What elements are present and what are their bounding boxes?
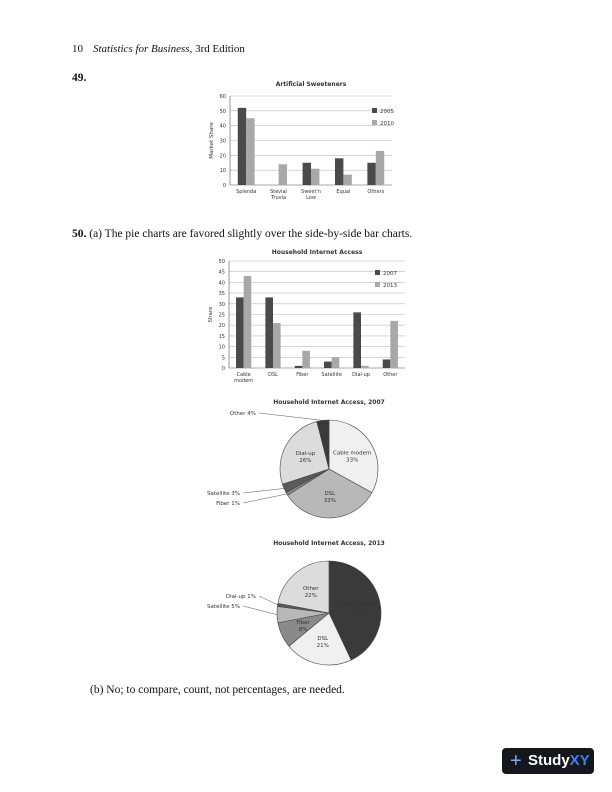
- pie-label: Other: [302, 585, 319, 592]
- bar-2013-dial-up: [361, 366, 369, 368]
- x-tick-label: modem: [234, 378, 254, 384]
- pie-value: 43%: [350, 608, 364, 615]
- y-tick-label: 30: [218, 301, 225, 308]
- legend-swatch-2005: [372, 108, 377, 113]
- x-tick-label: Dial-up: [352, 372, 370, 378]
- y-tick-label: 5: [221, 355, 225, 362]
- pie-label: Cable modem: [333, 450, 372, 457]
- book-edition: , 3rd Edition: [189, 43, 245, 55]
- x-tick-label: Satellite: [321, 372, 342, 378]
- logo-text-accent: XY: [569, 752, 590, 769]
- bar-2013-other: [390, 321, 398, 368]
- legend-swatch-2010: [372, 120, 377, 125]
- pie-label: Fiber: [296, 620, 310, 627]
- legend-label: 2005: [380, 109, 394, 115]
- plus-icon: +: [510, 750, 522, 772]
- bar-2007-satellite: [324, 362, 332, 368]
- pie-value: 33%: [346, 457, 359, 464]
- internet-access-2007-pie: [207, 396, 390, 531]
- y-tick-label: 20: [219, 153, 226, 160]
- bar-2007-fiber: [295, 366, 303, 368]
- chart-title: Household Internet Access, 2007: [273, 399, 385, 406]
- pie-label: DSL: [317, 635, 329, 642]
- x-tick-label: Cable: [236, 372, 251, 378]
- y-tick-label: 20: [218, 323, 225, 330]
- y-tick-label: 15: [218, 333, 225, 340]
- y-tick-label: 0: [222, 183, 226, 189]
- x-tick-label: Stevia/: [269, 189, 288, 195]
- bar-2007-cablemodem: [236, 297, 244, 368]
- legend-label: 2013: [383, 283, 397, 289]
- book-title: Statistics for Business: [93, 43, 190, 55]
- y-tick-label: 30: [219, 138, 226, 145]
- bar-2007-other: [383, 359, 391, 368]
- y-tick-label: 25: [218, 312, 225, 319]
- pie-label: Fiber 1%: [216, 501, 240, 507]
- page-number: 10: [72, 43, 83, 55]
- y-tick-label: 0: [221, 366, 225, 372]
- logo-text: Study: [528, 752, 570, 769]
- pie-leader-line: [243, 606, 277, 615]
- x-tick-label: Others: [367, 189, 385, 195]
- pie-value: 26%: [299, 458, 312, 465]
- pie-value: 33%: [323, 497, 336, 504]
- bar-2005-equal: [335, 158, 343, 185]
- x-tick-label: Equal: [336, 189, 351, 195]
- y-tick-label: 50: [219, 108, 226, 115]
- page-header: [72, 43, 245, 55]
- y-tick-label: 40: [218, 280, 225, 287]
- sweeteners-bar-chart: [200, 78, 410, 208]
- bar-2013-satellite: [332, 357, 340, 368]
- pie-leader-line: [243, 488, 284, 493]
- pie-value: 22%: [304, 592, 317, 599]
- pie-value: 21%: [316, 642, 329, 649]
- legend-label: 2010: [380, 121, 394, 127]
- answer-b-text: (b) No; to compare, count, not percentages, are needed.: [90, 684, 345, 696]
- bar-2013-dsl: [273, 323, 281, 368]
- x-tick-label: DSL: [268, 372, 278, 378]
- bar-2005-splenda: [238, 108, 246, 185]
- problem-49-number: 49.: [72, 72, 87, 84]
- pie-label: Dial-up: [295, 451, 316, 458]
- internet-access-2013-pie: [207, 537, 390, 677]
- x-tick-label: Sweet'n: [301, 189, 321, 195]
- chart-title: Artificial Sweeteners: [275, 81, 347, 88]
- pie-label: DSL: [324, 490, 336, 497]
- bar-2007-dsl: [265, 297, 273, 368]
- y-tick-label: 10: [219, 168, 226, 175]
- pie-leader-line: [243, 494, 287, 503]
- y-tick-label: 45: [218, 269, 225, 276]
- pie-leader-line: [259, 413, 323, 420]
- pie-label: Cable modem: [337, 601, 377, 608]
- x-tick-label: Fiber: [296, 372, 309, 378]
- pie-label: Dial-up 1%: [225, 594, 256, 600]
- bar-2007-dial-up: [353, 312, 361, 368]
- internet-access-bar-chart: [195, 246, 420, 394]
- bar-2005-others: [367, 163, 375, 185]
- bar-2010-splenda: [246, 118, 254, 185]
- bar-2010-stevia-truvia: [279, 164, 287, 185]
- y-axis-label: Share: [208, 306, 214, 323]
- problem-50-answer-a: [72, 228, 412, 240]
- bar-2005-sweet-nlow: [303, 163, 311, 185]
- pie-label: Satellite 3%: [207, 491, 240, 497]
- legend-label: 2007: [383, 271, 397, 277]
- bar-2013-fiber: [302, 351, 310, 368]
- pie-leader-line: [259, 596, 278, 605]
- chart-title: Household Internet Access, 2013: [273, 540, 385, 547]
- pie-value: 8%: [298, 627, 308, 634]
- legend-swatch-2007: [375, 270, 380, 275]
- pie-label: Other 4%: [229, 411, 256, 417]
- x-tick-label: Low: [306, 195, 316, 201]
- y-tick-label: 10: [218, 344, 225, 351]
- y-axis-label: Market Share: [209, 122, 215, 159]
- y-tick-label: 50: [218, 259, 225, 265]
- problem-50-number: 50.: [72, 228, 87, 240]
- y-tick-label: 40: [219, 123, 226, 130]
- y-tick-label: 60: [219, 94, 226, 100]
- chart-title: Household Internet Access: [271, 249, 363, 256]
- legend-swatch-2013: [375, 282, 380, 287]
- bar-2010-others: [376, 151, 384, 185]
- x-tick-label: Other: [383, 372, 398, 378]
- x-tick-label: Splenda: [236, 189, 257, 195]
- pie-label: Satellite 5%: [207, 604, 240, 610]
- bar-2010-equal: [343, 175, 351, 185]
- bar-2013-cablemodem: [244, 276, 252, 368]
- y-tick-label: 35: [218, 291, 225, 298]
- bar-2010-sweet-nlow: [311, 169, 319, 185]
- x-tick-label: Truvia: [271, 195, 287, 201]
- answer-a-text: (a) The pie charts are favored slightly over the side-by-side bar charts.: [86, 228, 413, 240]
- studyxy-logo[interactable]: [502, 748, 594, 774]
